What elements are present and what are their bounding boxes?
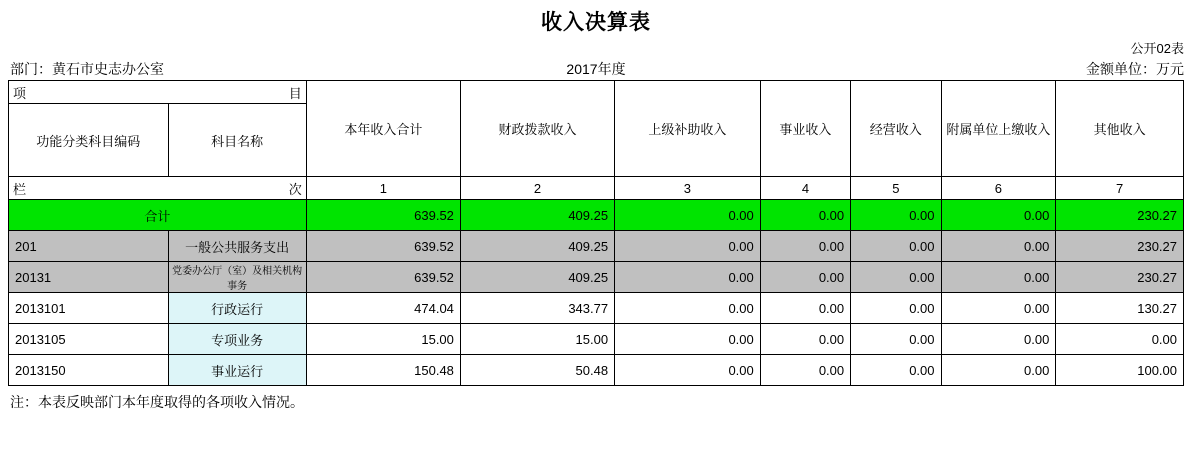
row-value-6: 0.00 — [941, 324, 1056, 355]
row-code: 20131 — [9, 262, 169, 293]
row-index-cell — [9, 177, 307, 200]
colnum-2: 2 — [460, 177, 614, 200]
colnum-1: 1 — [306, 177, 460, 200]
row-value-2: 50.48 — [460, 355, 614, 386]
total-label: 合计 — [9, 200, 307, 231]
row-value-2: 409.25 — [460, 262, 614, 293]
table-row — [9, 324, 1184, 355]
header-col-3: 上级补助收入 — [615, 81, 761, 177]
row-code: 2013101 — [9, 293, 169, 324]
row-value-6: 0.00 — [941, 355, 1056, 386]
corner-right-label: 目 — [288, 86, 302, 101]
year-label: 2017年度 — [566, 61, 626, 77]
row-value-3: 0.00 — [615, 231, 761, 262]
row-label-left: 栏 — [13, 182, 27, 197]
row-value-7: 0.00 — [1056, 324, 1184, 355]
colnum-3: 3 — [615, 177, 761, 200]
row-name: 事业运行 — [168, 355, 306, 386]
meta-line — [0, 58, 1192, 80]
colnum-6: 6 — [941, 177, 1056, 200]
header-code: 功能分类科目编码 — [9, 104, 169, 177]
table-column-number-row — [9, 177, 1184, 200]
row-value-2: 15.00 — [460, 324, 614, 355]
colnum-4: 4 — [760, 177, 850, 200]
row-value-1: 474.04 — [306, 293, 460, 324]
colnum-5: 5 — [851, 177, 941, 200]
row-value-3: 0.00 — [615, 355, 761, 386]
income-table — [8, 80, 1184, 386]
row-value-4: 0.00 — [760, 231, 850, 262]
row-value-7: 100.00 — [1056, 355, 1184, 386]
header-col-7: 其他收入 — [1056, 81, 1184, 177]
row-value-7: 230.27 — [1056, 231, 1184, 262]
row-value-7: 230.27 — [1056, 262, 1184, 293]
row-name: 一般公共服务支出 — [168, 231, 306, 262]
public-number-line — [0, 38, 1192, 58]
row-value-4: 0.00 — [760, 262, 850, 293]
table-row — [9, 231, 1184, 262]
header-col-2: 财政拨款收入 — [460, 81, 614, 177]
row-value-4: 0.00 — [760, 324, 850, 355]
row-value-5: 0.00 — [851, 262, 941, 293]
public-number: 公开02表 — [1130, 41, 1184, 56]
row-value-4: 0.00 — [760, 355, 850, 386]
row-name: 党委办公厅（室）及相关机构事务 — [168, 262, 306, 293]
row-name: 专项业务 — [168, 324, 306, 355]
table-row — [9, 355, 1184, 386]
department-label: 部门：黄石市史志办公室 — [10, 61, 164, 77]
total-value-1: 639.52 — [306, 200, 460, 231]
table-row — [9, 293, 1184, 324]
table-row-total — [9, 200, 1184, 231]
corner-left-label: 项 — [13, 86, 27, 101]
row-value-1: 639.52 — [306, 231, 460, 262]
total-value-3: 0.00 — [615, 200, 761, 231]
total-value-4: 0.00 — [760, 200, 850, 231]
row-value-5: 0.00 — [851, 231, 941, 262]
table-row — [9, 262, 1184, 293]
header-col-6: 附属单位上缴收入 — [941, 81, 1056, 177]
total-value-7: 230.27 — [1056, 200, 1184, 231]
row-value-3: 0.00 — [615, 293, 761, 324]
total-value-6: 0.00 — [941, 200, 1056, 231]
row-value-5: 0.00 — [851, 324, 941, 355]
row-value-7: 130.27 — [1056, 293, 1184, 324]
row-value-6: 0.00 — [941, 231, 1056, 262]
row-value-1: 639.52 — [306, 262, 460, 293]
row-value-2: 343.77 — [460, 293, 614, 324]
unit-label: 金额单位：万元 — [1086, 61, 1184, 77]
row-value-1: 150.48 — [306, 355, 460, 386]
row-value-6: 0.00 — [941, 262, 1056, 293]
corner-cell — [9, 81, 307, 104]
header-col-4: 事业收入 — [760, 81, 850, 177]
header-name: 科目名称 — [168, 104, 306, 177]
row-value-5: 0.00 — [851, 293, 941, 324]
total-value-5: 0.00 — [851, 200, 941, 231]
page-title: 收入决算表 — [541, 11, 651, 34]
row-code: 201 — [9, 231, 169, 262]
row-value-1: 15.00 — [306, 324, 460, 355]
row-value-3: 0.00 — [615, 262, 761, 293]
row-name: 行政运行 — [168, 293, 306, 324]
row-code: 2013150 — [9, 355, 169, 386]
row-value-4: 0.00 — [760, 293, 850, 324]
table-note: 注：本表反映部门本年度取得的各项收入情况。 — [10, 394, 304, 410]
header-col-5: 经营收入 — [851, 81, 941, 177]
row-value-3: 0.00 — [615, 324, 761, 355]
row-label-right: 次 — [288, 182, 302, 197]
colnum-7: 7 — [1056, 177, 1184, 200]
table-header-corner-row — [9, 81, 1184, 104]
row-value-2: 409.25 — [460, 231, 614, 262]
total-value-2: 409.25 — [460, 200, 614, 231]
row-code: 2013105 — [9, 324, 169, 355]
row-value-6: 0.00 — [941, 293, 1056, 324]
row-value-5: 0.00 — [851, 355, 941, 386]
header-col-1: 本年收入合计 — [306, 81, 460, 177]
